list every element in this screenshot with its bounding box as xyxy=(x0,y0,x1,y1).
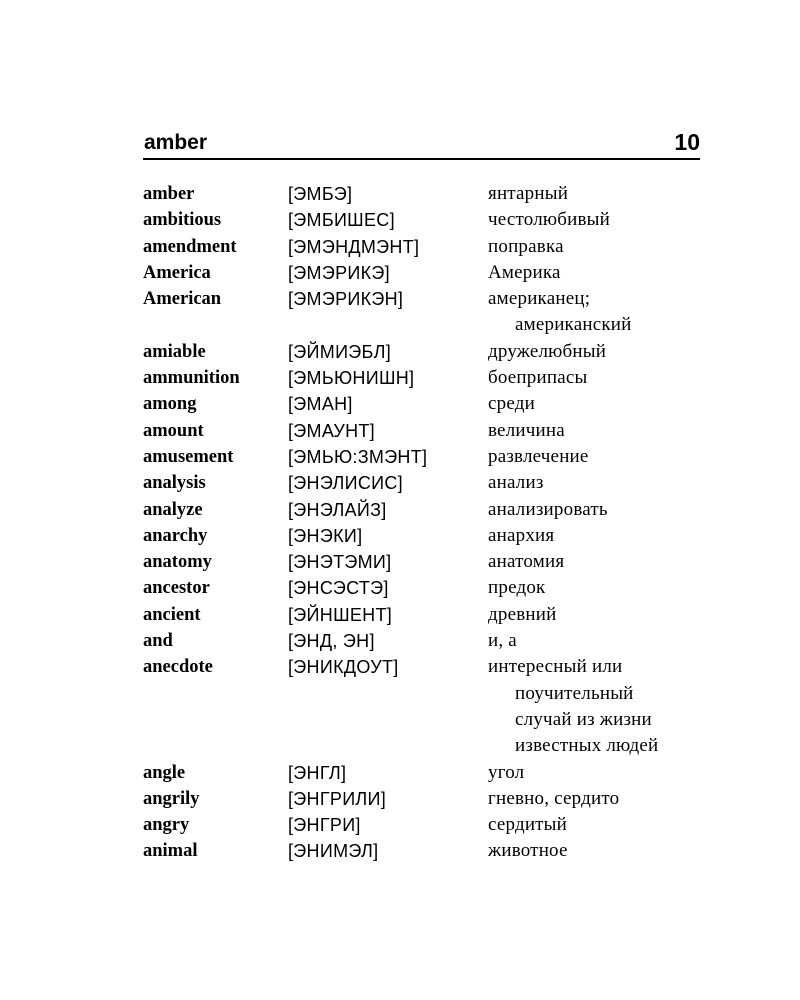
entry-pronunciation: [ЭЙНШЕНТ] xyxy=(288,604,393,625)
dictionary-entry xyxy=(143,260,700,286)
entry-translation xyxy=(488,181,700,207)
entry-pronunciation: [ЭНЭКИ] xyxy=(288,525,363,546)
entry-translation xyxy=(488,470,700,496)
entry-pronunciation: [ЭМЭРИКЭН] xyxy=(288,289,404,310)
entry-translation xyxy=(488,549,700,575)
page-number: 10 xyxy=(674,129,700,155)
entry-pronunciation: [ЭМЬЮ:ЗМЭНТ] xyxy=(288,446,428,467)
dictionary-entry xyxy=(143,391,700,417)
entry-pronunciation: [ЭНИМЭЛ] xyxy=(288,841,379,862)
entry-headword: amusement xyxy=(143,446,234,467)
entry-pronunciation: [ЭНД, ЭН] xyxy=(288,631,375,652)
translation-line: янтарный xyxy=(488,183,569,204)
dictionary-entry xyxy=(143,786,700,812)
entry-translation xyxy=(488,838,700,864)
entry-headword: ambitious xyxy=(143,210,222,231)
entry-translation xyxy=(488,628,700,654)
translation-line: известных людей xyxy=(515,735,659,757)
translation-line: предок xyxy=(488,577,546,599)
dictionary-entry xyxy=(143,654,700,759)
translation-line: анархия xyxy=(488,524,555,546)
entry-pronunciation: [ЭМАН] xyxy=(288,394,353,415)
entry-headword: amiable xyxy=(143,341,206,362)
entry-pronunciation: [ЭНСЭСТЭ] xyxy=(288,578,389,599)
entry-translation xyxy=(488,760,700,786)
translation-line: анализ xyxy=(488,472,544,494)
dictionary-entry xyxy=(143,602,700,628)
entry-pronunciation: [ЭНГРИЛИ] xyxy=(288,788,387,809)
translation-line: американский xyxy=(515,314,632,336)
translation-line: среди xyxy=(488,393,535,415)
entry-headword: analysis xyxy=(143,473,206,494)
translation-line: американец; xyxy=(488,288,591,310)
dictionary-entry xyxy=(143,207,700,233)
translation-line: развлечение xyxy=(488,445,589,467)
dictionary-entry xyxy=(143,523,700,549)
entry-headword: American xyxy=(143,289,222,310)
entry-headword: anatomy xyxy=(143,552,212,573)
entry-translation xyxy=(488,418,700,444)
dictionary-entry xyxy=(143,470,700,496)
translation-line: величина xyxy=(488,419,565,441)
dictionary-entry xyxy=(143,418,700,444)
dictionary-entry xyxy=(143,234,700,260)
entry-headword: angrily xyxy=(143,788,200,809)
entry-translation xyxy=(488,575,700,601)
entry-headword: amber xyxy=(143,184,195,204)
entry-headword: ancient xyxy=(143,604,201,625)
entry-translation xyxy=(488,365,700,391)
translation-line: поучительный xyxy=(515,682,634,704)
entry-translation xyxy=(488,260,700,286)
entry-translation xyxy=(488,391,700,417)
entry-headword: amendment xyxy=(143,236,237,257)
entry-headword: ammunition xyxy=(143,368,240,389)
entry-translation xyxy=(488,654,700,759)
entry-pronunciation: [ЭНГЛ] xyxy=(288,762,347,783)
dictionary-page xyxy=(143,128,700,865)
entry-headword: anecdote xyxy=(143,657,213,678)
dictionary-entry xyxy=(143,812,700,838)
entry-pronunciation: [ЭМЭНДМЭНТ] xyxy=(288,236,420,257)
entry-translation xyxy=(488,523,700,549)
entry-pronunciation: [ЭМБЭ] xyxy=(288,184,353,204)
translation-line: гневно, сердито xyxy=(488,787,620,809)
entry-headword: anarchy xyxy=(143,525,208,546)
entry-translation xyxy=(488,234,700,260)
entry-translation xyxy=(488,444,700,470)
translation-line: угол xyxy=(488,761,525,783)
dictionary-entry xyxy=(143,838,700,864)
entry-translation xyxy=(488,786,700,812)
entry-translation xyxy=(488,497,700,523)
entry-headword: angle xyxy=(143,762,186,783)
entry-translation xyxy=(488,812,700,838)
entry-translation xyxy=(488,207,700,233)
dictionary-entry xyxy=(143,575,700,601)
dictionary-entry xyxy=(143,497,700,523)
entry-pronunciation: [ЭНГРИ] xyxy=(288,815,361,836)
dictionary-entry xyxy=(143,286,700,339)
translation-line: древний xyxy=(488,603,557,625)
entry-headword: analyze xyxy=(143,499,203,520)
entry-headword: ancestor xyxy=(143,578,210,599)
translation-line: Америка xyxy=(488,261,561,283)
translation-line: боеприпасы xyxy=(488,367,588,389)
entry-pronunciation: [ЭНЭТЭМИ] xyxy=(288,552,392,573)
translation-line: и, а xyxy=(488,630,517,652)
dictionary-entry xyxy=(143,339,700,365)
entry-pronunciation: [ЭНИКДОУТ] xyxy=(288,657,399,678)
header-guide-word: amber xyxy=(144,131,208,154)
entry-translation xyxy=(488,602,700,628)
entry-list xyxy=(143,181,700,865)
translation-line: анатомия xyxy=(488,551,565,573)
entry-pronunciation: [ЭМАУНТ] xyxy=(288,420,375,441)
entry-translation xyxy=(488,339,700,365)
translation-line: поправка xyxy=(488,235,564,257)
translation-line: сердитый xyxy=(488,814,568,836)
dictionary-entry xyxy=(143,444,700,470)
translation-line: интересный или xyxy=(488,656,623,678)
entry-headword: animal xyxy=(143,841,198,862)
translation-line: случай из жизни xyxy=(515,708,652,730)
dictionary-entry xyxy=(143,760,700,786)
page-header xyxy=(143,128,700,160)
translation-line: честолюбивый xyxy=(488,209,611,231)
entry-pronunciation: [ЭНЭЛИСИС] xyxy=(288,473,403,494)
dictionary-entry xyxy=(143,628,700,654)
entry-pronunciation: [ЭМБИШЕС] xyxy=(288,210,395,231)
entry-pronunciation: [ЭМЭРИКЭ] xyxy=(288,262,390,283)
translation-line: анализировать xyxy=(488,498,608,520)
entry-pronunciation: [ЭНЭЛАЙЗ] xyxy=(288,499,387,520)
dictionary-entry xyxy=(143,549,700,575)
entry-headword: America xyxy=(143,262,211,283)
entry-pronunciation: [ЭМЬЮНИШН] xyxy=(288,368,415,389)
entry-translation xyxy=(488,286,700,339)
dictionary-entry xyxy=(143,365,700,391)
translation-line: животное xyxy=(488,840,568,862)
entry-headword: amount xyxy=(143,420,204,441)
entry-headword: angry xyxy=(143,815,190,836)
dictionary-entry xyxy=(143,181,700,207)
entry-pronunciation: [ЭЙМИЭБЛ] xyxy=(288,341,392,362)
entry-headword: among xyxy=(143,394,197,415)
translation-line: дружелюбный xyxy=(488,340,607,362)
entry-headword: and xyxy=(143,631,173,652)
